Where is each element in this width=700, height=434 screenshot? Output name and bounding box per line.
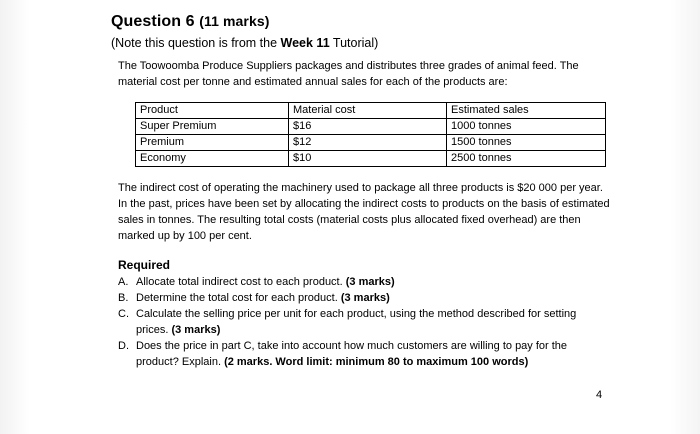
feed-table [135, 102, 606, 167]
item-letter: B. [118, 292, 129, 304]
item-letter: A. [118, 276, 129, 288]
table-cell: 2500 tonnes [447, 151, 606, 167]
table-cell: Super Premium [136, 119, 289, 135]
table-cell: $10 [289, 151, 447, 167]
table-header-cell: Product [136, 103, 289, 119]
table-cell: $12 [289, 135, 447, 151]
item-marks: (3 marks) [340, 292, 390, 304]
item-text: Calculate the selling price per unit for each product, using the method described for setting prices. [136, 308, 577, 336]
table-cell: 1500 tonnes [447, 135, 606, 151]
note-week: Week 11 [280, 36, 330, 50]
table-cell: Economy [136, 151, 289, 167]
item-marks: (3 marks) [171, 324, 221, 336]
table-header-row [136, 103, 606, 119]
table-cell: Premium [136, 135, 289, 151]
item-marks: (2 marks. Word limit: minimum 80 to maximum 100 words) [224, 356, 529, 368]
cost-paragraph: The indirect cost of operating the machinery used to package all three products is $20 000 per year. In the past, prices have been set by allocating the indirect costs to products on the basis of estimated sales in tonnes. The resulting total costs (material costs plus allocated fixed overhead) are then marked up by 100 per cent. [118, 182, 610, 242]
list-item [118, 274, 608, 290]
list-item [118, 338, 608, 370]
table-cell: $16 [289, 119, 447, 135]
question-number: Question 6 [111, 13, 195, 30]
list-item [118, 290, 608, 306]
note-prefix: (Note this question is from the [111, 36, 281, 50]
required-heading: Required [118, 258, 171, 272]
table-row [136, 119, 606, 135]
list-item [118, 306, 608, 338]
note-suffix: Tutorial) [329, 36, 379, 50]
table-row [136, 151, 606, 167]
item-text: Allocate total indirect cost to each product. [136, 276, 346, 288]
question-note [111, 36, 378, 50]
page-number: 4 [596, 389, 603, 401]
table-row [136, 135, 606, 151]
item-text: Does the price in part C, take into account how much customers are willing to pay for the product? Explain. [136, 340, 568, 368]
question-marks: (11 marks) [199, 13, 270, 29]
question-title [111, 13, 270, 31]
item-marks: (3 marks) [345, 276, 395, 288]
item-letter: C. [118, 308, 129, 320]
table-header-cell: Estimated sales [447, 103, 606, 119]
item-text: Determine the total cost for each product. [136, 292, 341, 304]
item-letter: D. [118, 340, 129, 352]
intro-paragraph: The Toowoomba Produce Suppliers packages and distributes three grades of animal feed. The material cost per tonne and estimated annual sales for each of the products are: [118, 60, 579, 88]
table-cell: 1000 tonnes [447, 119, 606, 135]
table-header-cell: Material cost [289, 103, 447, 119]
required-list [118, 274, 608, 370]
